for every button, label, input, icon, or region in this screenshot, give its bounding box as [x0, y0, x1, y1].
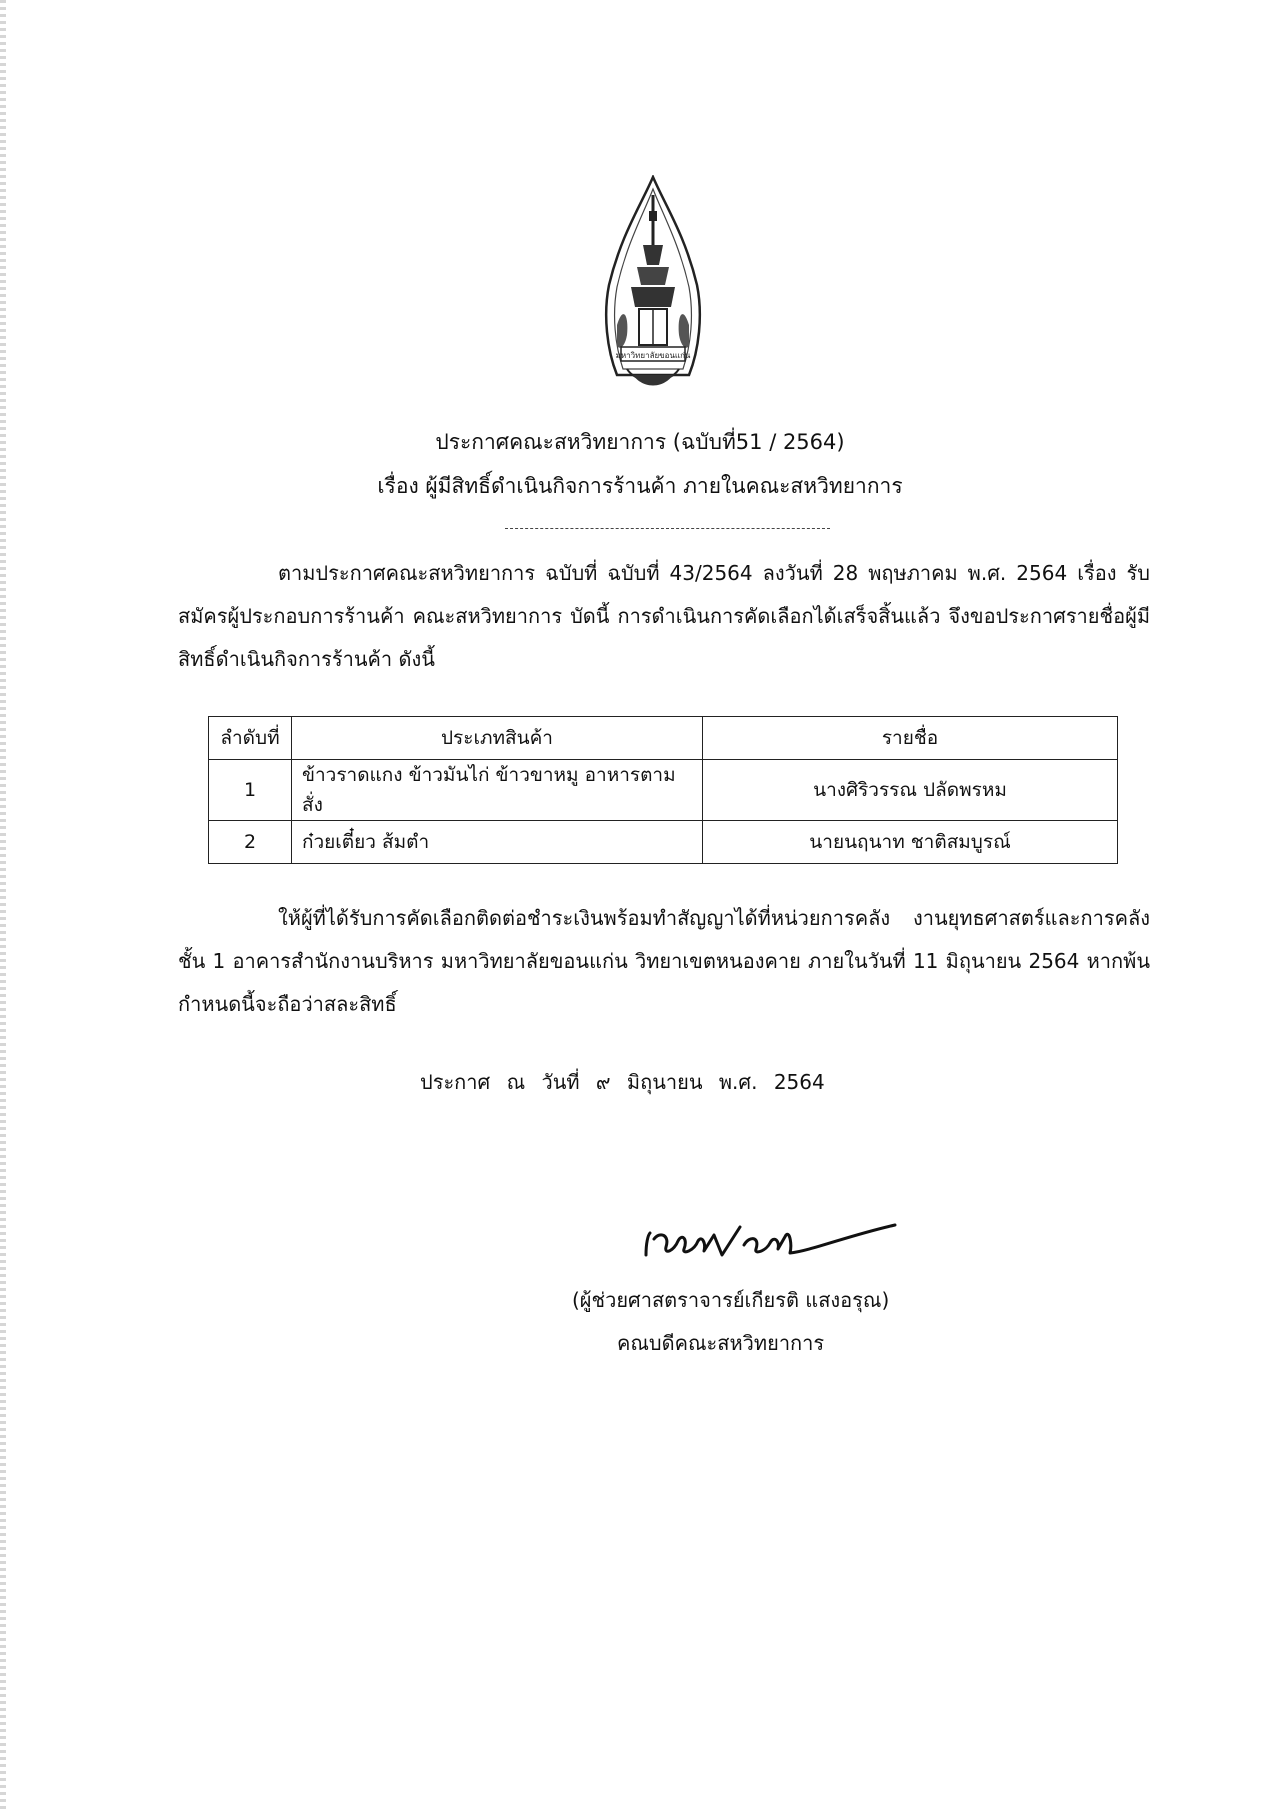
row-product-type: ข้าวราดแกง ข้าวมันไก่ ข้าวขาหมู อาหารตามสั่ง	[292, 760, 703, 821]
signer-title: คณบดีคณะสหวิทยาการ	[617, 1331, 825, 1355]
row-no: 1	[209, 760, 292, 821]
intro-paragraph	[178, 552, 1150, 681]
announcement-title: ประกาศคณะสหวิทยาการ (ฉบับที่51 / 2564)	[435, 430, 845, 454]
instruction-paragraph	[178, 897, 1150, 1026]
divider	[505, 528, 830, 529]
svg-text:มหาวิทยาลัยขอนแก่น: มหาวิทยาลัยขอนแก่น	[615, 351, 691, 360]
instruction-text: ให้ผู้ที่ได้รับการคัดเลือกติดต่อชำระเงินพร้อมทำสัญญาได้ที่หน่วยการคลัง งานยุทธศาสตร์และการคลัง ชั้น 1 อาคารสำนักงานบริหาร มหาวิทยาลัยขอนแก่น วิทยาเขตหนองคาย ภายในวันที่ 11 มิถุนายน 2564 หากพ้นกำหนดนี้จะถือว่าสละสิทธิ์	[178, 906, 1150, 1016]
table-header-row	[209, 717, 1118, 760]
announce-date: ประกาศ ณ วันที่ ๙ มิถุนายน พ.ศ. 2564	[420, 1070, 825, 1094]
row-product-type: ก๋วยเตี๋ยว ส้มตำ	[292, 821, 703, 864]
scan-edge	[0, 0, 6, 1810]
university-seal-icon	[603, 175, 703, 410]
announcement-subject: เรื่อง ผู้มีสิทธิ์ดำเนินกิจการร้านค้า ภายในคณะสหวิทยาการ	[377, 474, 903, 498]
handwritten-signature	[640, 1205, 900, 1275]
row-name: นางศิริวรรณ ปลัดพรหม	[703, 760, 1118, 821]
row-no: 2	[209, 821, 292, 864]
row-name: นายนฤนาท ชาติสมบูรณ์	[703, 821, 1118, 864]
vendor-table	[208, 716, 1118, 864]
header-no: ลำดับที่	[209, 717, 292, 760]
header-product-type: ประเภทสินค้า	[292, 717, 703, 760]
table-row	[209, 760, 1118, 821]
table-row	[209, 821, 1118, 864]
intro-text: ตามประกาศคณะสหวิทยาการ ฉบับที่ ฉบับที่ 43/2564 ลงวันที่ 28 พฤษภาคม พ.ศ. 2564 เรื่อง รับสมัครผู้ประกอบการร้านค้า คณะสหวิทยาการ บัดนี้ การดำเนินการคัดเลือกได้เสร็จสิ้นแล้ว จึงขอประกาศรายชื่อผู้มีสิทธิ์ดำเนินกิจการร้านค้า ดังนี้	[178, 561, 1150, 671]
header-name: รายชื่อ	[703, 717, 1118, 760]
signer-name: (ผู้ช่วยศาสตราจารย์เกียรติ แสงอรุณ)	[572, 1288, 890, 1312]
